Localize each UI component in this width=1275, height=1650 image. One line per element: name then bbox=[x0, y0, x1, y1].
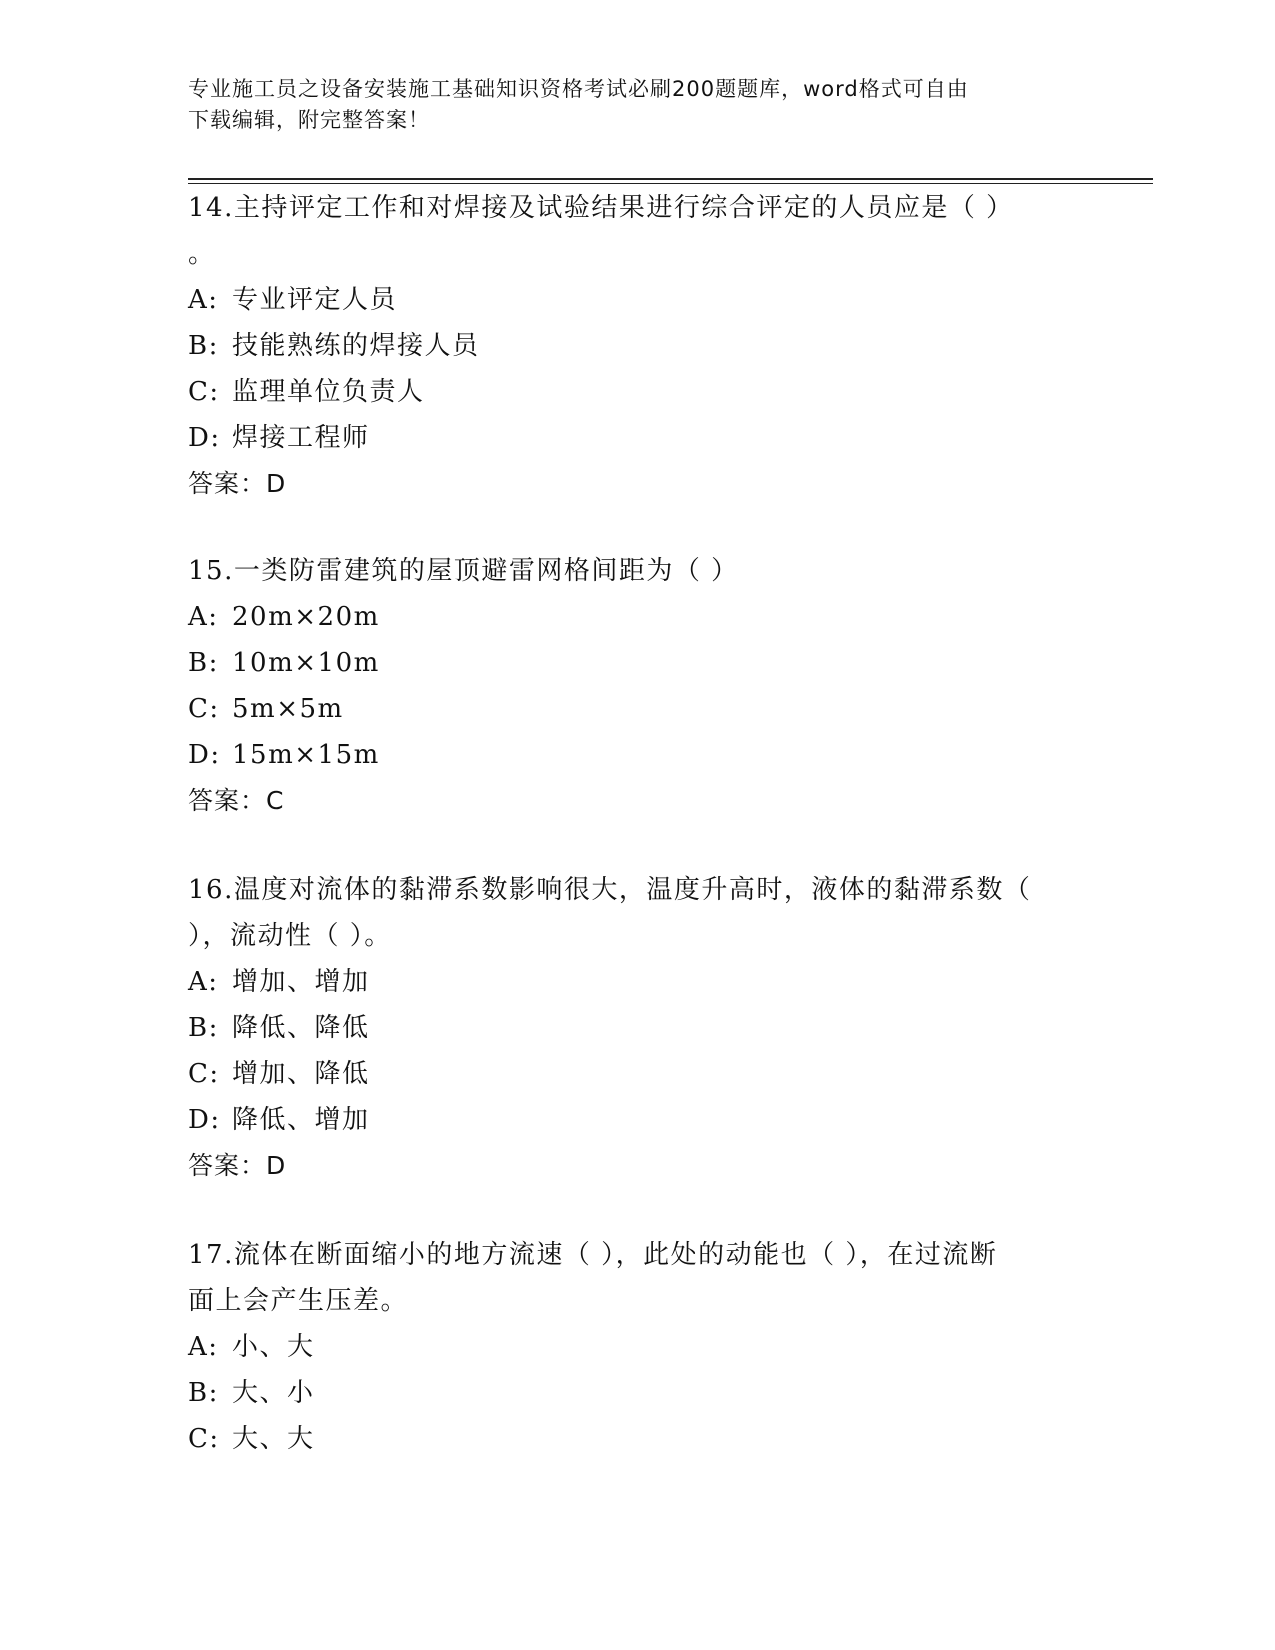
question-stem bbox=[188, 548, 1088, 594]
question-number: 14. bbox=[188, 193, 234, 223]
header-line-1: 专业施工员之设备安装施工基础知识资格考试必刷200题题库，word格式可自由 bbox=[188, 77, 969, 101]
question-number: 17. bbox=[188, 1240, 234, 1270]
option-text: 增加、降低 bbox=[232, 1059, 370, 1089]
question-15 bbox=[188, 548, 1088, 824]
option-text: 5m×5m bbox=[232, 694, 344, 724]
answer-line: 答案：D bbox=[188, 469, 287, 498]
option-key: C: bbox=[188, 377, 220, 407]
option-key: B: bbox=[188, 331, 219, 361]
option-d bbox=[188, 1097, 1088, 1143]
question-text: 一类防雷建筑的屋顶避雷网格间距为（ ） bbox=[233, 556, 739, 586]
option-c bbox=[188, 369, 1088, 415]
option-a bbox=[188, 594, 1088, 640]
header-line-2: 下载编辑，附完整答案！ bbox=[188, 108, 430, 132]
option-key: B: bbox=[188, 1013, 219, 1043]
question-stem-continued: 。 bbox=[188, 239, 216, 269]
question-16 bbox=[188, 867, 1088, 1189]
option-text: 技能熟练的焊接人员 bbox=[232, 331, 480, 361]
question-number: 15. bbox=[188, 556, 234, 586]
option-key: D: bbox=[188, 1105, 221, 1135]
document-header bbox=[188, 74, 1088, 136]
question-number: 16. bbox=[188, 875, 234, 905]
option-key: C: bbox=[188, 1059, 220, 1089]
option-key: D: bbox=[188, 423, 221, 453]
option-text: 10m×10m bbox=[232, 648, 380, 678]
option-text: 20m×20m bbox=[232, 602, 380, 632]
option-text: 大、小 bbox=[232, 1378, 315, 1408]
option-text: 降低、增加 bbox=[232, 1105, 370, 1135]
question-stem-continued: 面上会产生压差。 bbox=[188, 1286, 409, 1316]
option-d bbox=[188, 415, 1088, 461]
option-key: A: bbox=[188, 1332, 219, 1362]
option-key: C: bbox=[188, 1424, 220, 1454]
option-text: 小、大 bbox=[232, 1332, 315, 1362]
question-stem bbox=[188, 185, 1088, 231]
question-stem bbox=[188, 867, 1088, 913]
option-text: 监理单位负责人 bbox=[232, 377, 425, 407]
option-c bbox=[188, 1416, 1088, 1462]
option-b bbox=[188, 323, 1088, 369]
question-text: 主持评定工作和对焊接及试验结果进行综合评定的人员应是（ ） bbox=[233, 193, 1014, 223]
option-d bbox=[188, 732, 1088, 778]
question-text: 流体在断面缩小的地方流速（ ），此处的动能也（ ），在过流断 bbox=[233, 1240, 998, 1270]
option-b bbox=[188, 640, 1088, 686]
option-b bbox=[188, 1370, 1088, 1416]
option-b bbox=[188, 1005, 1088, 1051]
option-a bbox=[188, 277, 1088, 323]
answer-line: 答案：C bbox=[188, 786, 285, 815]
option-text: 降低、降低 bbox=[232, 1013, 370, 1043]
option-a bbox=[188, 1324, 1088, 1370]
option-key: C: bbox=[188, 694, 220, 724]
option-text: 专业评定人员 bbox=[232, 285, 398, 315]
option-text: 焊接工程师 bbox=[232, 423, 370, 453]
answer-line: 答案：D bbox=[188, 1151, 287, 1180]
option-key: A: bbox=[188, 285, 219, 315]
option-a bbox=[188, 959, 1088, 1005]
option-c bbox=[188, 1051, 1088, 1097]
option-text: 大、大 bbox=[232, 1424, 315, 1454]
option-key: B: bbox=[188, 1378, 219, 1408]
option-text: 15m×15m bbox=[232, 740, 380, 770]
header-divider-thick bbox=[188, 178, 1153, 180]
question-stem bbox=[188, 1232, 1088, 1278]
header-divider-thin bbox=[188, 183, 1153, 184]
question-stem-continued: ），流动性（ ）。 bbox=[188, 921, 392, 951]
question-text: 温度对流体的黏滞系数影响很大，温度升高时，液体的黏滞系数（ bbox=[233, 875, 1032, 905]
option-c bbox=[188, 686, 1088, 732]
option-text: 增加、增加 bbox=[232, 967, 370, 997]
option-key: B: bbox=[188, 648, 219, 678]
option-key: D: bbox=[188, 740, 221, 770]
option-key: A: bbox=[188, 602, 219, 632]
option-key: A: bbox=[188, 967, 219, 997]
question-14 bbox=[188, 185, 1088, 507]
question-17 bbox=[188, 1232, 1088, 1462]
